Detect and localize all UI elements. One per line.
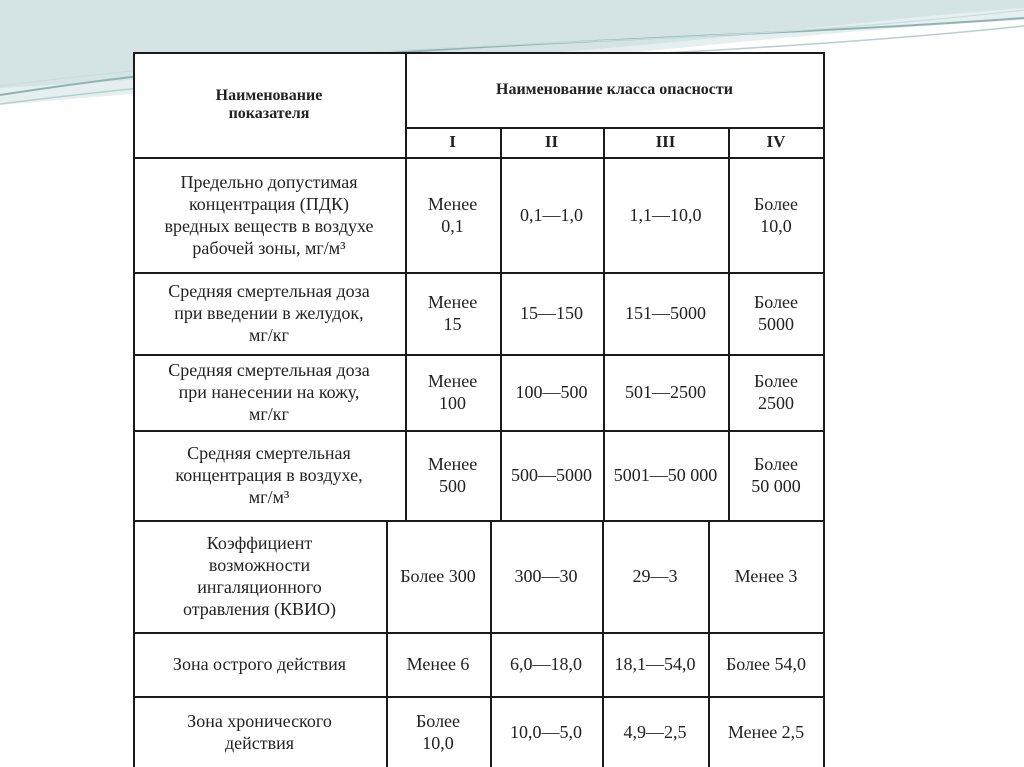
- row-value: Менее 0,1: [427, 193, 478, 236]
- row-value: Менее 6: [406, 654, 470, 674]
- grid-line: [823, 52, 825, 767]
- row-value: 5001—50 000: [613, 465, 718, 485]
- row-value: 10,0—5,0: [510, 721, 582, 742]
- row-value: 100—500: [515, 382, 588, 402]
- row-value: Более 54,0: [725, 654, 807, 674]
- grid-line: [133, 520, 824, 522]
- grid-line: [405, 127, 824, 129]
- row-value: Более 10,0: [415, 710, 461, 753]
- row-value: Менее 500: [427, 454, 478, 496]
- row-param: Предельно допустимая концентрация (ПДК) вредных веществ в воздухе рабочей зоны, мг/м³: [164, 171, 374, 258]
- row-value: Менее 15: [427, 292, 478, 334]
- row-value: Более 5000: [753, 292, 799, 334]
- row-value: Более 50 000: [751, 454, 801, 496]
- row-param: Средняя смертельная концентрация в воздухе, мг/м³: [175, 443, 363, 507]
- grid-line: [386, 520, 388, 767]
- row-value: Менее 3: [734, 566, 798, 586]
- row-param: Коэффициент возможности ингаляционного отравления (КВИО): [182, 533, 337, 619]
- row-value: 0,1—1,0: [520, 204, 583, 225]
- row-value: 500—5000: [511, 465, 592, 485]
- grid-line: [602, 520, 604, 767]
- row-value: 151—5000: [625, 303, 706, 323]
- row-value: 300—30: [514, 566, 578, 586]
- grid-line: [133, 354, 824, 356]
- grid-line: [133, 52, 135, 767]
- row-value: Менее 100: [427, 371, 478, 413]
- row-value: 1,1—10,0: [629, 204, 702, 225]
- row-value: Более 300: [400, 566, 476, 586]
- class-IV-header: IV: [766, 132, 786, 151]
- row-value: 6,0—18,0: [510, 654, 582, 674]
- row-value: Более 10,0: [753, 193, 799, 236]
- row-value: Менее 2,5: [727, 721, 805, 742]
- class-II-header: II: [544, 132, 559, 151]
- grid-line: [603, 127, 605, 520]
- row-value: 15—150: [520, 303, 583, 323]
- grid-line: [133, 52, 824, 54]
- row-value: 29—3: [632, 566, 678, 586]
- grid-line: [500, 127, 502, 520]
- grid-line: [405, 52, 407, 520]
- grid-line: [133, 430, 824, 432]
- grid-line: [133, 157, 824, 159]
- grid-line: [133, 272, 824, 274]
- row-param: Зона острого действия: [172, 654, 347, 674]
- row-param: Средняя смертельная доза при введении в желудок, мг/кг: [168, 281, 370, 345]
- row-value: Более 2500: [753, 371, 799, 413]
- grid-line: [490, 520, 492, 767]
- grid-line: [133, 696, 824, 698]
- row-value: 501—2500: [625, 382, 706, 402]
- row-value: 18,1—54,0: [614, 654, 696, 674]
- class-header: Наименование класса опасности: [496, 80, 733, 98]
- row-param: Средняя смертельная доза при нанесении на кожу, мг/кг: [168, 360, 370, 424]
- row-param: Зона хронического действия: [187, 710, 332, 753]
- class-I-header: I: [449, 132, 456, 151]
- param-header: Наименование показателя: [215, 86, 323, 122]
- row-value: 4,9—2,5: [623, 721, 687, 742]
- hazard-class-table: [133, 52, 824, 767]
- grid-line: [708, 520, 710, 767]
- grid-line: [133, 632, 824, 634]
- class-III-header: III: [655, 132, 676, 151]
- grid-line: [728, 127, 730, 520]
